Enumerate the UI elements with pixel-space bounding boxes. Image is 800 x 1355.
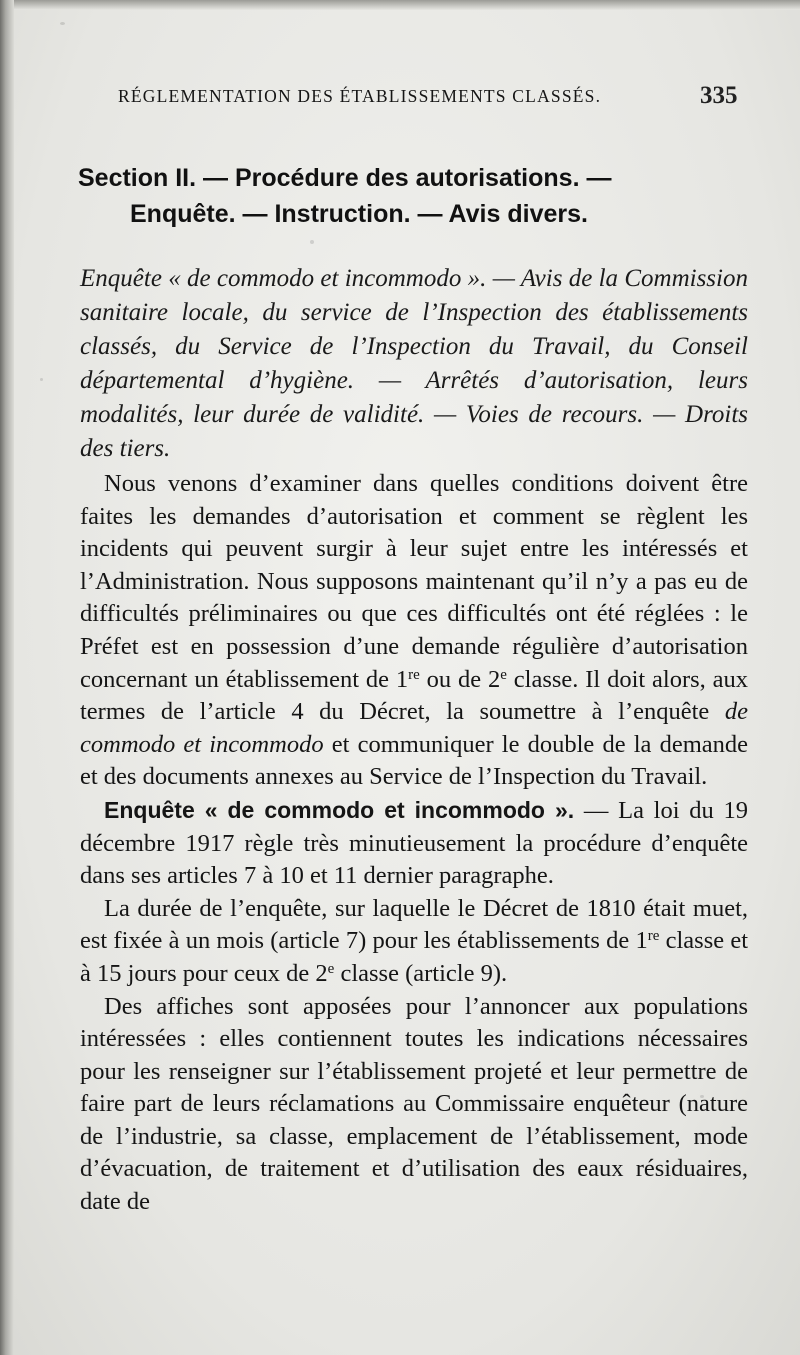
paper-speck bbox=[700, 1095, 704, 1098]
paragraph-2 bbox=[80, 794, 748, 893]
paragraph-1-text-d: et communiquer le double de la demande et des documents annexes au Service de l’Inspection du Travail. bbox=[80, 730, 749, 791]
paragraph-1-text-b: ou de 2 bbox=[419, 665, 501, 693]
paragraph-1-sup-1: re bbox=[408, 666, 420, 683]
section-heading bbox=[78, 160, 758, 232]
paragraph-3 bbox=[80, 893, 748, 991]
running-title: RÉGLEMENTATION DES ÉTABLISSEMENTS CLASSÉS. bbox=[118, 86, 602, 106]
page-number: 335 bbox=[700, 82, 738, 109]
paragraph-1-italic: de commodo et incommodo bbox=[80, 698, 748, 758]
paragraph-3-text-c: classe (article 9). bbox=[334, 959, 508, 987]
paragraph-3-sup-1: re bbox=[647, 928, 660, 945]
paragraph-1-text-c: classe. Il doit alors, aux termes de l’article 4 du Décret, la soumettre à l’enquête bbox=[80, 665, 749, 726]
paragraph-2-heading: Enquête « de commodo et incommodo ». bbox=[104, 796, 575, 823]
paragraph-3-text-a: La durée de l’enquête, sur laquelle le Décret de 1810 était muet, est fixée à un mois (article 7) pour les établissements de 1 bbox=[80, 894, 748, 955]
paragraph-3-text-b: classe et à 15 jours pour ceux de 2 bbox=[80, 927, 749, 987]
paragraph-1 bbox=[80, 468, 748, 794]
running-head bbox=[0, 82, 800, 122]
page-binding-shadow bbox=[0, 0, 14, 1355]
body-text bbox=[80, 468, 748, 1219]
paper-speck bbox=[310, 240, 314, 244]
section-heading-line-1: Section II. — Procédure des autorisations. — bbox=[78, 164, 612, 192]
page-top-shadow bbox=[0, 0, 800, 10]
paper-speck bbox=[40, 378, 43, 381]
paper-speck bbox=[60, 22, 65, 25]
paragraph-2-text: — La loi du 19 décembre 1917 règle très minutieusement la procédure d’enquête dans ses articles 7 à 10 et 11 dernier paragraphe. bbox=[80, 796, 748, 890]
paragraph-1-sup-2: e bbox=[500, 666, 507, 683]
paragraph-4: Des affiches sont apposées pour l’annoncer aux populations intéressées : elles contiennent toutes les indications nécessaires pour les renseigner sur l’établissement projeté et leur permettre de faire part de leurs réclamations au Commissaire enquêteur (nature de l’industrie, sa classe, emplacement de l’établissement, mode d’évacuation, de traitement et d’utilisation des eaux résiduaires, date de bbox=[80, 992, 748, 1216]
section-heading-line-2: Enquête. — Instruction. — Avis divers. bbox=[130, 200, 588, 228]
paragraph-1-text-a: Nous venons d’examiner dans quelles conditions doivent être faites les demandes d’autorisation et comment se règlent les incidents qui peuvent surgir à leur sujet entre les intéressés et l’Administration. Nous supposons maintenant qu’il n’y a pas eu de difficultés préliminaires ou que ces difficultés ont été réglées : le Préfet est en possession d’une demande régulière d’autorisation concernant un établissement de 1 bbox=[80, 470, 748, 693]
paragraph-3-sup-2: e bbox=[327, 960, 335, 977]
section-summary: Enquête « de commodo et incommodo ». — Avis de la Commission sanitaire locale, du service de l’Inspection des établissements classés, du Service de l’Inspection du Travail, du Conseil départemental d’hygiène. — Arrêtés d’autorisation, leurs modalités, leur durée de validité. — Voies de recours. — Droits des tiers. bbox=[80, 265, 748, 462]
